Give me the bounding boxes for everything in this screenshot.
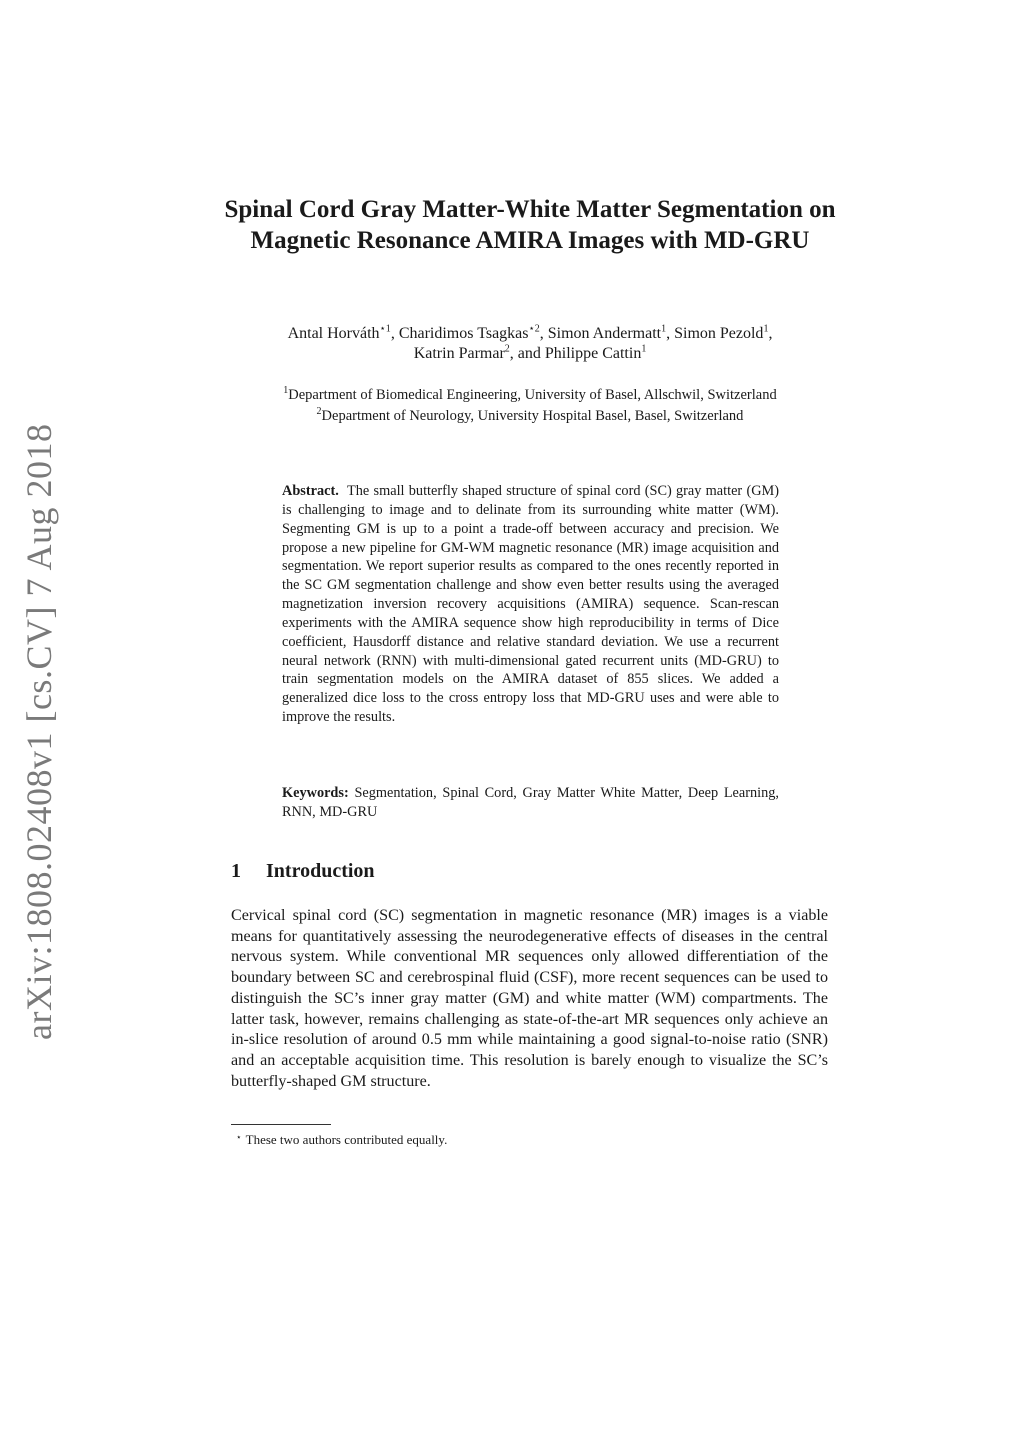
author-superscript: ⋆2 [528,323,540,335]
abstract-label: Abstract. [282,483,339,499]
affiliation-list [200,385,860,427]
section-title: Introduction [266,860,375,882]
keywords [282,784,779,822]
abstract [282,482,779,727]
affiliation-text: Department of Neurology, University Hospital Basel, Basel, Switzerland [321,408,744,424]
keywords-text: Segmentation, Spinal Cord, Gray Matter White Matter, Deep Learning, RNN, MD-GRU [282,785,779,820]
author-superscript: 1 [763,323,769,335]
paper-title: Spinal Cord Gray Matter-White Matter Segmentation on Magnetic Resonance AMIRA Images with MD-GRU [224,196,836,254]
footnote [236,1129,447,1148]
author-name: Simon Andermatt [547,325,662,342]
introduction-paragraph: Cervical spinal cord (SC) segmentation in magnetic resonance (MR) images is a viable means for quantitatively assessing the neurodegenerative effects of diseases in the central nervous system. While conventional MR sequences only allowed differentiation of the boundary between SC and cerebrospinal fluid (CSF), more recent sequences can be used to distinguish the SC’s inner gray matter (GM) and white matter (WM) compartments. The latter task, however, remains challenging as state-of-the-art MR sequences only achieve an in-slice resolution of around 0.5 mm while maintaining a good signal-to-noise ratio (SNR) and an acceptable acquisition time. This resolution is barely enough to visualize the SC’s butterfly-shaped GM structure. [231,907,828,1090]
affiliation [200,385,860,406]
author-name: and Philippe Cattin [517,345,642,362]
footnote-text: These two authors contributed equally. [245,1132,448,1147]
author-name: Charidimos Tsagkas [398,325,529,342]
author-superscript: ⋆1 [379,323,391,335]
affiliation-text: Department of Biomedical Engineering, University of Basel, Allschwil, Switzerland [288,387,777,403]
affiliation-superscript: 2 [316,406,322,418]
author-name: Simon Pezold [674,325,764,342]
author-name: Antal Horváth [287,325,380,342]
section-heading [231,858,375,884]
author-superscript: 1 [661,323,667,335]
affiliation-superscript: 1 [283,385,289,397]
section-number: 1 [231,860,241,882]
abstract-text: The small butterfly shaped structure of spinal cord (SC) gray matter (GM) is challenging to image and to delinate from its surrounding white matter (WM). Segmenting GM is up to a point a trade-off between accuracy and precision. We propose a new pipeline for GM-WM magnetic resonance (MR) image acquisition and segmentation. We report superior results as compared to the ones recently reported in the SC GM segmentation challenge and show even better results using the averaged magnetization inversion recovery acquisitions (AMIRA) sequence. Scan-rescan experiments with the AMIRA sequence show high reproducibility in terms of Dice coefficient, Hausdorff distance and relative standard deviation. We use a recurrent neural network (RNN) with multi-dimensional gated recurrent units (MD-GRU) to train segmentation models on the AMIRA dataset of 855 slices. We added a generalized dice loss to the cross entropy loss that MD-GRU uses and were able to improve the results. [282,483,780,726]
arxiv-identifier: arXiv:1808.02408v1 [cs.CV] 7 Aug 2018 [19,423,59,1040]
keywords-label: Keywords: [282,785,349,801]
author-superscript: 1 [641,343,647,355]
footnote-mark: ⋆ [236,1132,242,1142]
author-superscript: 2 [504,343,510,355]
footnote-divider [231,1124,331,1125]
author-list: Antal Horváth$^{⋆1}$, Charidimos Tsagkas$^{⋆2}$, Simon Andermatt$^1$, Simon Pezold$^1$, Katrin Parmar$^2$, and Philippe Cattin$^1$ [287,323,773,362]
affiliation [200,406,860,427]
author-name: Katrin Parmar [413,345,505,362]
